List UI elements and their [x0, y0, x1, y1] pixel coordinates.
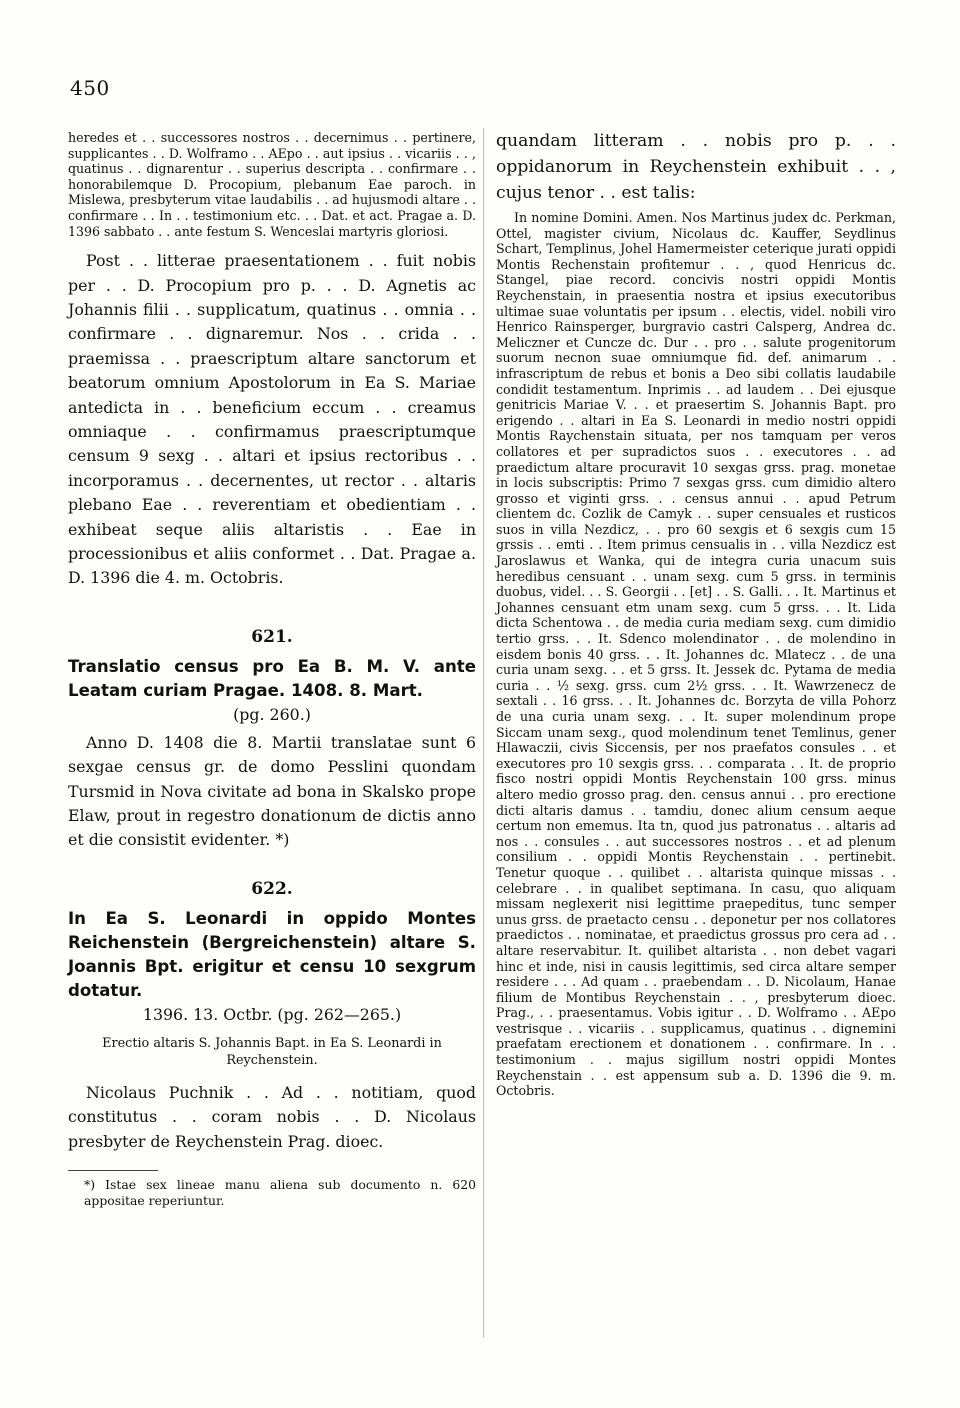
- right-intro: quandam litteram . . nobis pro p. . . oppidanorum in Reychenstein exhibuit . . , cujus tenor . . est talis:: [496, 131, 896, 203]
- document-number-621: 621.: [251, 626, 293, 647]
- left-paragraph-2: Post . . litterae praesentationem . . fuit nobis per . . D. Procopium pro p. . . D. Agnetis ac Johannis filii . . supplicatum, quatinus . . omnia . . confirmare . . dignaremur. Nos . . crida . . praemissa . . praescriptum altare sanctorum et beatorum omnium Apostolorum in Ea S. Mariae antedicta in . . beneficium eccum . . creamus omniaque . . confirmamus praescriptumque censum 9 sexg . . altari et ipsius rectoribus . . incorporamus . . decernentes, ut rector . . altaris plebano Eae . . reverentiam et obedientiam . . exhibeat seque aliis altaristis . . Eae in processionibus et aliis conformet . . Dat. Pragae a. D. 1396 die 4. m. Octobris.: [68, 251, 476, 588]
- column-divider: [483, 128, 484, 1338]
- right-column: [496, 128, 896, 1099]
- footnote-rule: [68, 1170, 158, 1171]
- document-regest-622: Erectio altaris S. Johannis Bapt. in Ea S. Leonardi in Reychenstein.: [102, 1035, 442, 1068]
- page-number: 450: [70, 76, 110, 100]
- document-date-621: (pg. 260.): [233, 704, 311, 724]
- document-text-621: Anno D. 1408 die 8. Martii translatae sunt 6 sexgae census gr. de domo Pesslini quondam Tursmid in Nova civitate ad bona in Skalsko prope Elaw, prout in regestro donationum de dictis anno et die consistit evidenter. *): [68, 732, 476, 850]
- document-heading-622: In Ea S. Leonardi in oppido Montes Reichenstein (Bergreichenstein) altare S. Joannis Bpt. erigitur et censu 10 sexgrum dotatur.: [68, 908, 476, 1000]
- document-text-622: Nicolaus Puchnik . . Ad . . notitiam, quod constitutus . . coram nobis . . D. Nicolaus presbyter de Reychenstein Prag. dioec.: [68, 1082, 476, 1151]
- document-date-622: 1396. 13. Octbr. (pg. 262—265.): [142, 1004, 402, 1024]
- document-heading-621: Translatio census pro Ea B. M. V. ante Leatam curiam Pragae. 1408. 8. Mart.: [68, 656, 476, 700]
- document-number-622: 622.: [251, 878, 293, 899]
- left-paragraph-1: heredes et . . successores nostros . . decernimus . . pertinere, supplicantes . . D. Wolframo . . AEpo . . aut ipsius . . vicariis . . , quatinus . . dignarentur . . superius descripta . . confirmare . . honorabilemque D. Procopium, plebanum Eae paroch. in Mislewa, presbyterum vitae laudabilis . . ad hujusmodi altare . . confirmare . . In . . testimonium etc. . . Dat. et act. Pragae a. D. 1396 sabbato . . ante festum S. Wenceslai martyris gloriosi.: [68, 130, 476, 239]
- footnote: *) Istae sex lineae manu aliena sub documento n. 620 appositae reperiuntur.: [84, 1177, 476, 1208]
- right-body: In nomine Domini. Amen. Nos Martinus judex dc. Perkman, Ottel, magister civium, Nicolaus dc. Kauffer, Seydlinus Schart, Templinus, Johel Hamermeister ceterique jurati oppidi Montis Rechenstain profitemur . . , quod Henricus dc. Stangel, piae record. concivis nostri oppidi Montis Reychenstain, in praesentia nostra et ipsius executoribus ultimae suae voluntatis per ipsum . . electis, videl. nobili viro Henrico Rainsperger, burgravio castri Calsperg, Andrea dc. Meliczner et Cuncze dc. Dur . . pro . . salute progenitorum suorum necnon suae omniumque fid. def. animarum . . infrascriptum de rebus et bonis a Deo sibi collatis laudabile condidit testamentum. Inprimis . . ad laudem . . Dei ejusque genitricis Mariae V. . . et praesertim S. Johannis Bapt. pro erigendo . . altari in Ea S. Leonardi in medio nostri oppidi Montis Raychenstain situata, per nos tamquam per veros collatores et per supradictos suos . . executores . . ad praedictum altare procuravit 10 sexgas grss. prag. monetae in locis subscriptis: Primo 7 sexgas grss. cum dimidio altero grosso et viginti grss. . . census annui . . apud Petrum clientem dc. Cozlik de Camyk . . super censuales et rusticos suos in villa Nezdicz, . . pro 60 sexgis et 6 sexgis cum 15 grssis . . emti . . Item primus censualis in . . villa Nezdicz est Jaroslawus et Wanka, qui de integra curia unacum suis heredibus censuant . . unam sexg. cum 5 grss. in terminis duobus, videl. . . S. Georgii . . [et] . . S. Galli. . . It. Martinus et Johannes censuant etm unam sexg. cum 5 grss. . . It. Lida dicta Schentowa . . de media curia mediam sexg. cum dimidio tertio grss. . . It. Sdenco molendinator . . de molendino in eisdem bonis 40 grss. . . It. Johannes dc. Mlatecz . . de una curia unam sexg. . . et 5 grss. It. Jessek dc. Pytama de media curia . . ½ sexg. grss. cum 2½ grss. . . It. Wawrzenecz de sextali . . 16 grss. . . It. Johannes dc. Borzyta de villa Pohorz de una curia unam sexg. . . It. super molendinum prope Siccam unam sexg., quod molendinum tenet Temlinus, gener Hlawaczii, civis Siccensis, per nos praefatos consules . . et executores pro 10 sexgis grss. . . comparata . . It. de proprio fisco nostri oppidi Montis Reychenstain 100 grss. minus altero medio grosso prag. den. census annui . . pro erectione dicti altaris damus . . tamdiu, donec alium censum aeque certum non ememus. Ita tn, quod jus patronatus . . altaris ad nos . . consules . . aut successores nostros . . et ad plenum consilium . . oppidi Montis Reychenstain . . pertinebit. Tenetur quoque . . quilibet . . altarista quinque missas . . celebrare . . in qualibet septimana. In casu, quo aliquam missam neglexerit nisi legittime praepeditus, tunc semper unus grss. de praetacto censu . . deponetur per nos collatores praedictos . . nominatae, et praedictus grossus pro cera ad . . altare reservabitur. It. quilibet altarista . . non debet vagari hinc et inde, nisi in causis legittimis, sed circa altare semper residere . . . Ad quam . . praebendam . . D. Nicolaum, Hanae filium de Montibus Reychenstain . . , presbyterum dioec. Prag., . . praesentamus. Vobis igitur . . D. Wolframo . . AEpo vestrisque . . vicariis . . supplicamus, quatinus . . dignemini praefatam erectionem et donationem . . confirmare. In . . testimonium . . majus sigillum nostri oppidi Montes Reychenstain . . est appensum sub a. D. 1396 die 9. m. Octobris.: [496, 210, 896, 1099]
- left-column: [68, 130, 476, 1208]
